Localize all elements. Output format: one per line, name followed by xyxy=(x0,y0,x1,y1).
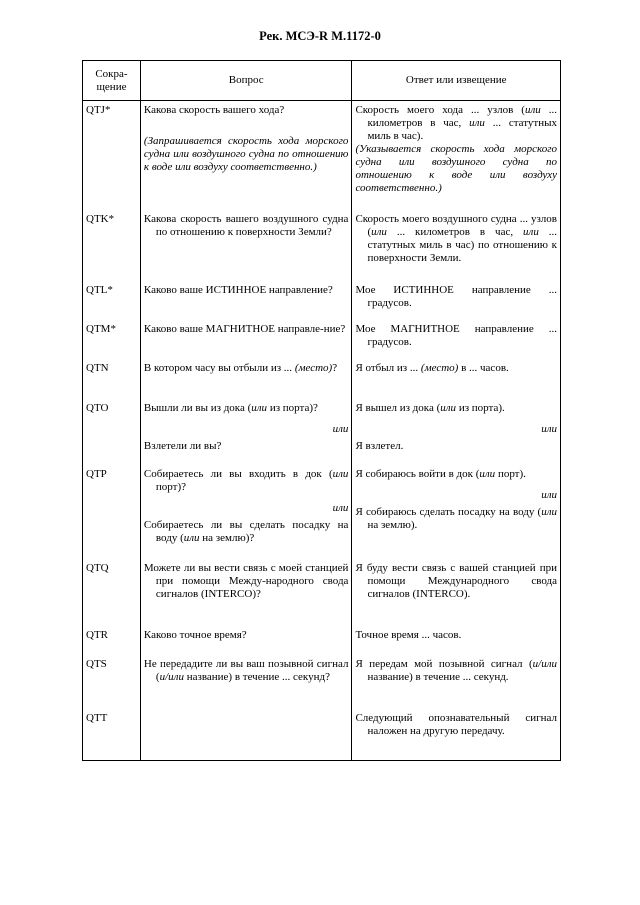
table-row xyxy=(83,399,561,465)
question-cell xyxy=(140,320,352,359)
answer-cell xyxy=(352,101,561,211)
header-question: Вопрос xyxy=(140,61,352,101)
answer-text: Мое МАГНИТНОЕ направление ... градусов. xyxy=(355,323,557,348)
table-row xyxy=(83,655,561,709)
table-row xyxy=(83,359,561,399)
answer-cell xyxy=(352,626,561,655)
question-cell xyxy=(140,626,352,655)
table-row xyxy=(83,210,561,281)
code-cell: QTQ xyxy=(83,559,141,626)
table-row xyxy=(83,559,561,626)
answer-note: (Указывается скорость хода морского судна или воздушного судна по отношению к воде или воздуху соответственно.) xyxy=(355,143,557,194)
answer-text: Точное время ... часов. xyxy=(355,629,462,641)
code-cell: QTR xyxy=(83,626,141,655)
question-cell xyxy=(140,655,352,709)
or-separator: или xyxy=(332,502,349,514)
answer-cell xyxy=(352,465,561,559)
answer-cell xyxy=(352,655,561,709)
answer-text: Я отбыл из ... (место) в ... часов. xyxy=(355,362,509,374)
answer-text: Мое ИСТИННОЕ направление ... градусов. xyxy=(355,284,557,309)
table-row xyxy=(83,281,561,320)
table-row xyxy=(83,465,561,559)
answer-alt-text: Я собираюсь сделать посадку на воду (или на землю). xyxy=(355,506,557,531)
question-cell xyxy=(140,559,352,626)
header-abbreviation-text: Сокра- щение xyxy=(95,67,128,93)
answer-text: Я собираюсь войти в док (или порт). xyxy=(355,468,526,480)
answer-text: Скорость моего воздушного судна ... узлов (или ... километров в час, или ... статутных миль в час) по отношению к поверхности Земли. xyxy=(355,213,558,264)
question-text: Каково ваше МАГНИТНОЕ направле-ние? xyxy=(143,323,346,335)
answer-cell xyxy=(352,359,561,399)
table-row xyxy=(83,320,561,359)
answer-cell xyxy=(352,709,561,761)
question-cell xyxy=(140,399,352,465)
code-cell: QTJ* xyxy=(83,101,141,211)
page-header: Рек. МСЭ-R M.1172-0 xyxy=(259,29,381,43)
question-text: Можете ли вы вести связь с моей станцией при помощи Между-народного свода сигналов (INTERCO)? xyxy=(143,562,349,600)
question-text: Каково точное время? xyxy=(143,629,247,641)
answer-cell xyxy=(352,559,561,626)
question-text: Не передадите ли вы ваш позывной сигнал (и/или название) в течение ... секунд? xyxy=(143,658,349,683)
question-alt-text: Собираетесь ли вы сделать посадку на воду (или на землю)? xyxy=(143,519,349,544)
answer-cell xyxy=(352,210,561,281)
code-cell: QTS xyxy=(83,655,141,709)
question-cell xyxy=(140,709,352,761)
question-cell xyxy=(140,465,352,559)
question-cell xyxy=(140,281,352,320)
question-note: (Запрашивается скорость хода морского судна или воздушного судна по отношению к воде или воздуху соответственно.) xyxy=(143,135,349,173)
question-cell xyxy=(140,359,352,399)
answer-text: Я буду вести связь с вашей станцией при помощи Международного свода сигналов (INTERCO). xyxy=(355,562,557,600)
answer-cell xyxy=(352,281,561,320)
code-cell: QTT xyxy=(83,709,141,761)
header-answer: Ответ или извещение xyxy=(352,61,561,101)
code-cell: QTO xyxy=(83,399,141,465)
code-cell: QTN xyxy=(83,359,141,399)
code-cell: QTL* xyxy=(83,281,141,320)
question-cell xyxy=(140,210,352,281)
code-cell: QTK* xyxy=(83,210,141,281)
or-separator: или xyxy=(541,489,557,501)
q-code-table xyxy=(82,60,561,761)
question-text: Собираетесь ли вы входить в док (или порт)? xyxy=(143,468,349,493)
question-text: В котором часу вы отбыли из ... (место)? xyxy=(143,362,338,374)
answer-text: Следующий опознавательный сигнал наложен на другую передачу. xyxy=(355,712,557,737)
or-separator: или xyxy=(332,423,349,435)
code-cell: QTP xyxy=(83,465,141,559)
question-text: Какова скорость вашего воздушного судна по отношению к поверхности Земли? xyxy=(143,213,349,238)
question-text: Вышли ли вы из дока (или из порта)? xyxy=(143,402,318,414)
or-separator: или xyxy=(541,423,557,435)
question-text: Каково ваше ИСТИННОЕ направление? xyxy=(143,284,333,296)
header-abbreviation xyxy=(83,61,141,101)
answer-cell xyxy=(352,399,561,465)
question-alt-text: Взлетели ли вы? xyxy=(143,440,222,452)
answer-text: Я вышел из дока (или из порта). xyxy=(355,402,505,414)
answer-cell xyxy=(352,320,561,359)
answer-alt-text: Я взлетел. xyxy=(355,440,404,452)
question-text: Какова скорость вашего хода? xyxy=(143,104,285,116)
table-row xyxy=(83,626,561,655)
table-row xyxy=(83,709,561,761)
table-row xyxy=(83,101,561,211)
table-header-row xyxy=(83,61,561,101)
code-cell: QTM* xyxy=(83,320,141,359)
answer-text: Скорость моего хода ... узлов (или ... километров в час, или ... статутных миль в час). xyxy=(355,104,557,142)
question-cell xyxy=(140,101,352,211)
answer-text: Я передам мой позывной сигнал (и/или название) в течение ... секунд. xyxy=(355,658,557,683)
